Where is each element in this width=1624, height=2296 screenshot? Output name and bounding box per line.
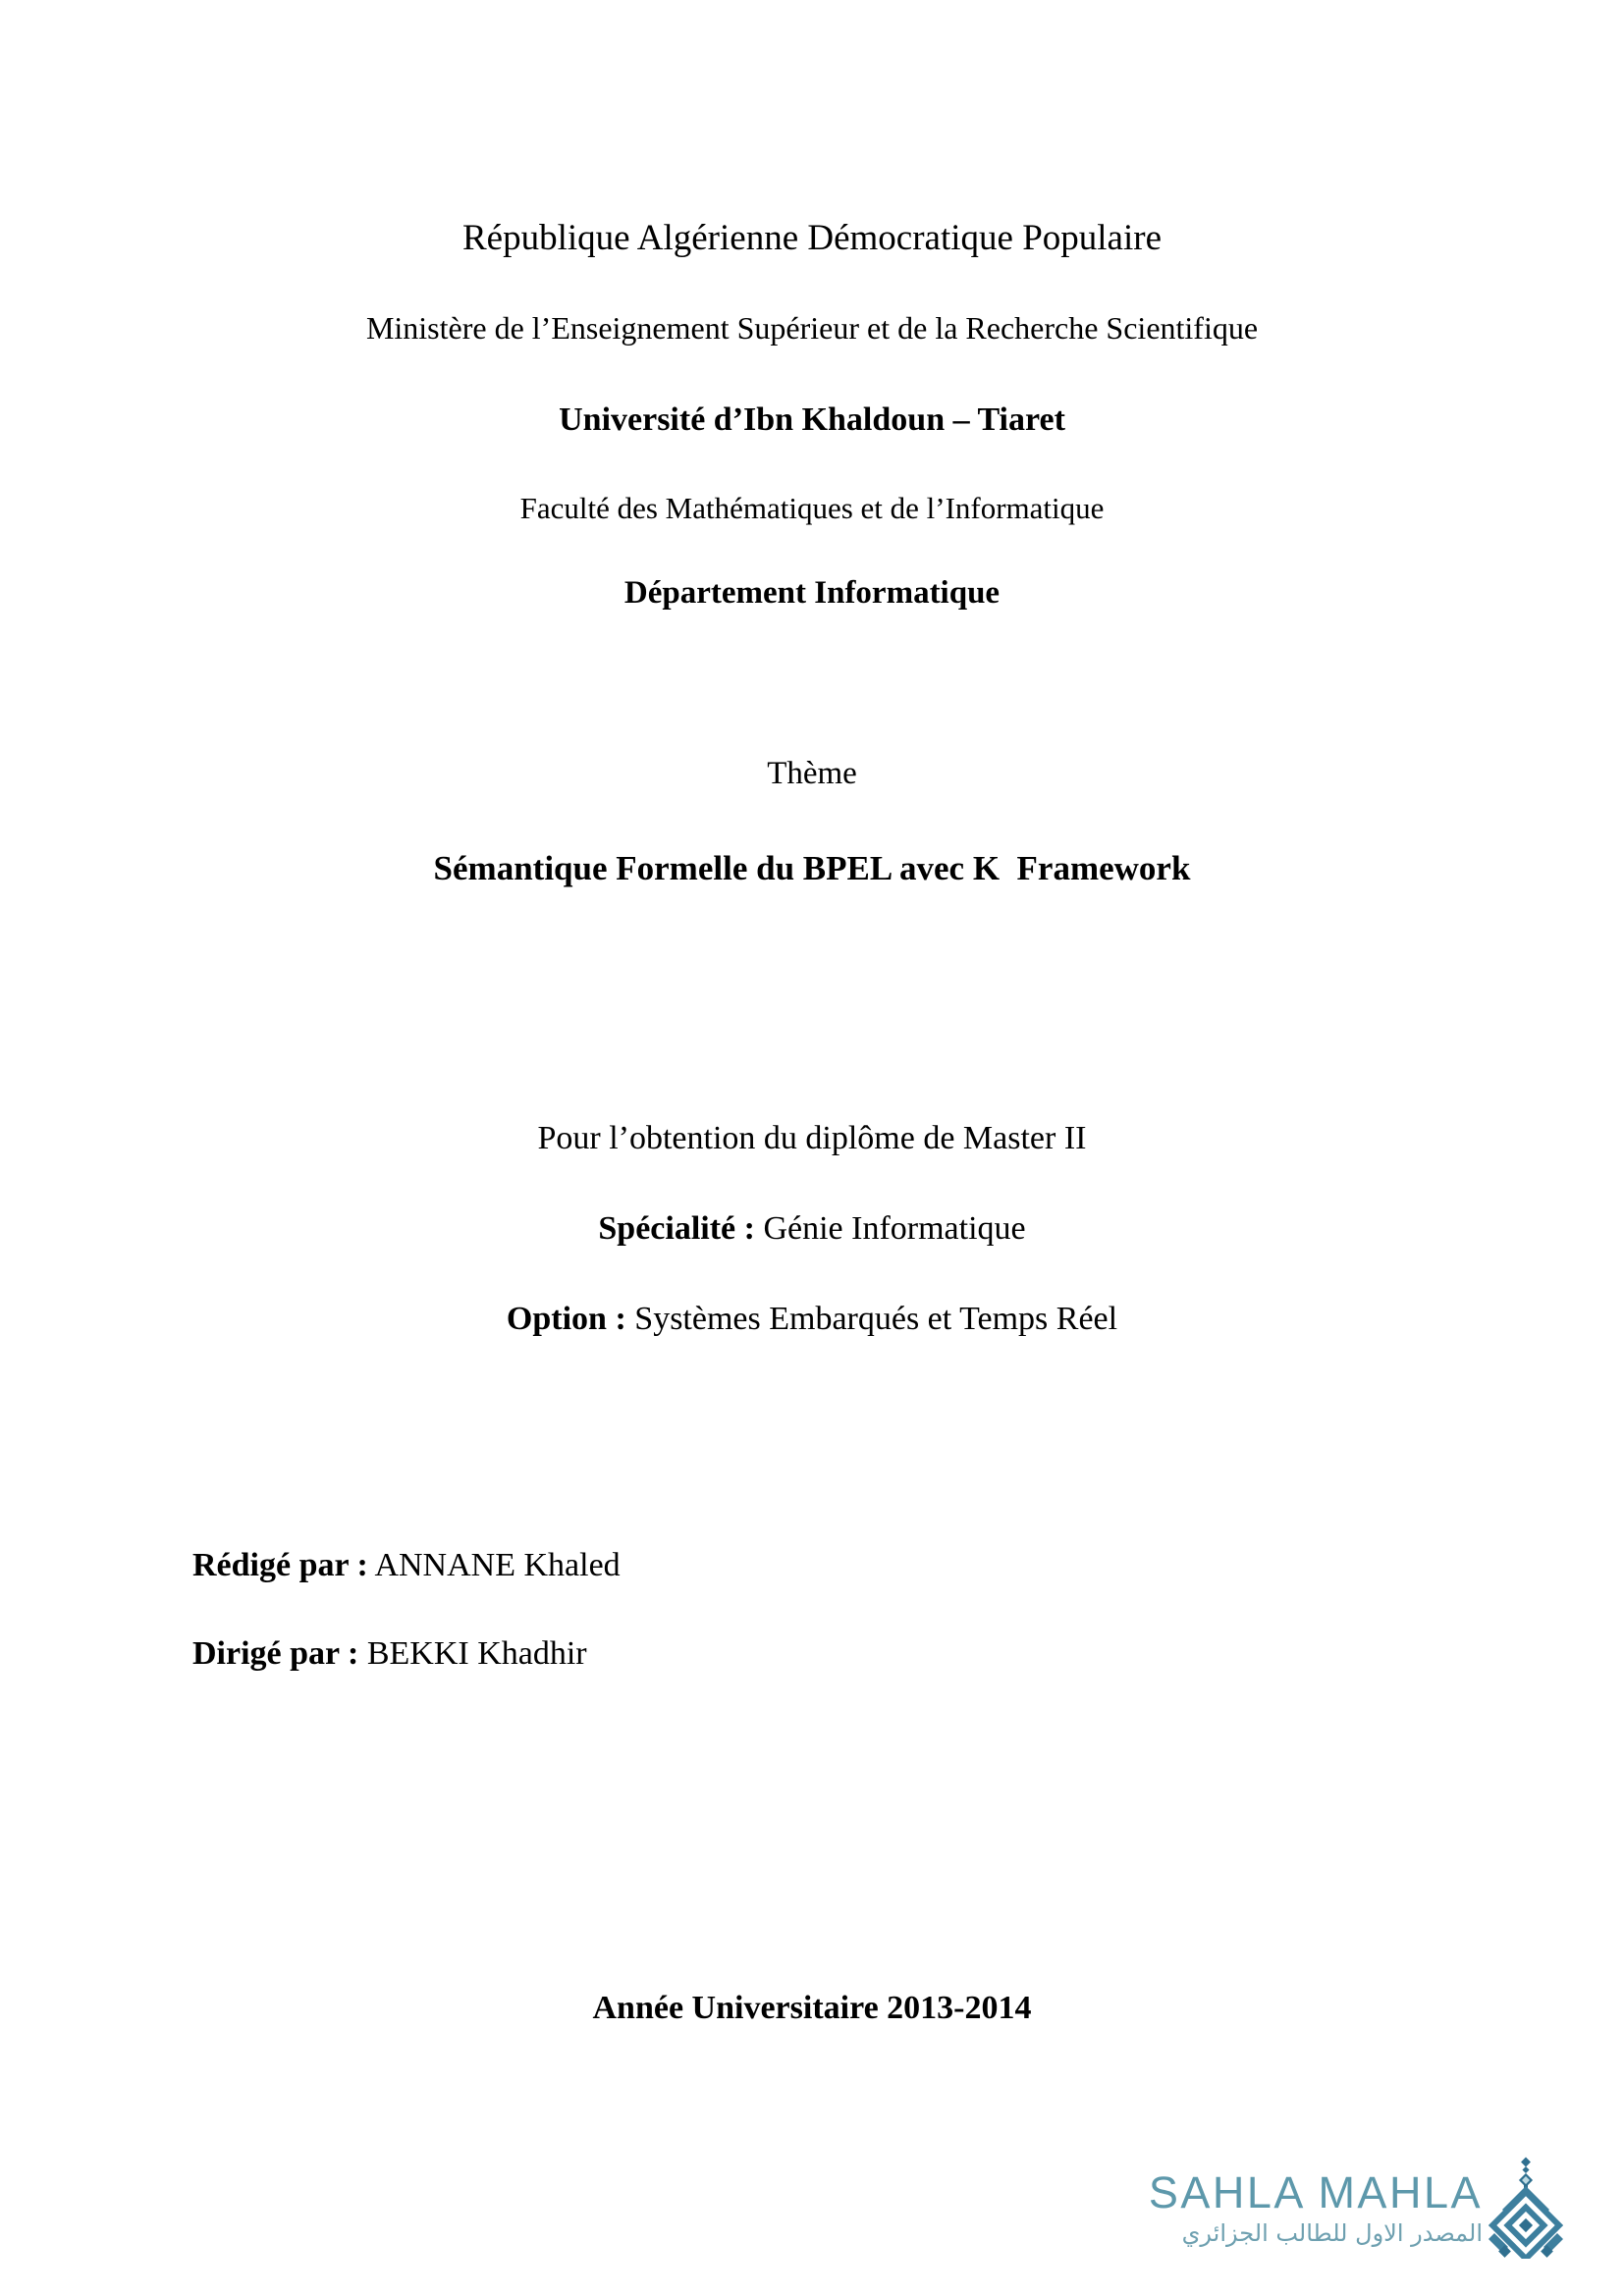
ministry-line: Ministère de l’Enseignement Supérieur et de la Recherche Scientifique [365, 310, 1259, 346]
option-label: Option : [506, 1301, 626, 1337]
option-line [0, 1300, 1624, 1338]
logo-arabic-tagline: المصدر الاول للطالب الجزائري [1181, 2219, 1483, 2247]
sahla-mahla-logo [1149, 2157, 1563, 2259]
supervised-by-label: Dirigé par : [192, 1635, 359, 1672]
university-line: Université d’Ibn Khaldoun – Tiaret [559, 401, 1065, 438]
theme-title: Sémantique Formelle du BPEL avec K Framework [433, 849, 1191, 887]
department-line: Département Informatique [623, 575, 1001, 611]
logo-text-group [1148, 2167, 1483, 2247]
academic-year-line: Année Universitaire 2013-2014 [592, 1990, 1032, 2026]
written-by-label: Rédigé par : [192, 1547, 368, 1583]
written-by-line [192, 1546, 621, 1584]
specialty-line [0, 1209, 1624, 1248]
supervised-by-spacer [358, 1635, 367, 1672]
option-value: Systèmes Embarqués et Temps Réel [634, 1301, 1118, 1337]
supervised-by-line [192, 1634, 587, 1673]
specialty-value: Génie Informatique [763, 1210, 1026, 1247]
logo-wordmark: SAHLA MAHLA [1148, 2167, 1483, 2217]
berber-diamond-emblem-icon [1489, 2157, 1563, 2259]
republic-line: République Algérienne Démocratique Populaire [461, 218, 1163, 258]
written-by-value: ANNANE Khaled [374, 1547, 621, 1583]
supervised-by-value: BEKKI Khadhir [366, 1635, 587, 1672]
faculty-line: Faculté des Mathématiques et de l’Informatique [519, 491, 1105, 525]
theme-label: Thème [767, 756, 857, 791]
option-spacer [626, 1301, 635, 1337]
specialty-label: Spécialité : [598, 1210, 755, 1247]
degree-purpose-line: Pour l’obtention du diplôme de Master II [537, 1120, 1087, 1156]
